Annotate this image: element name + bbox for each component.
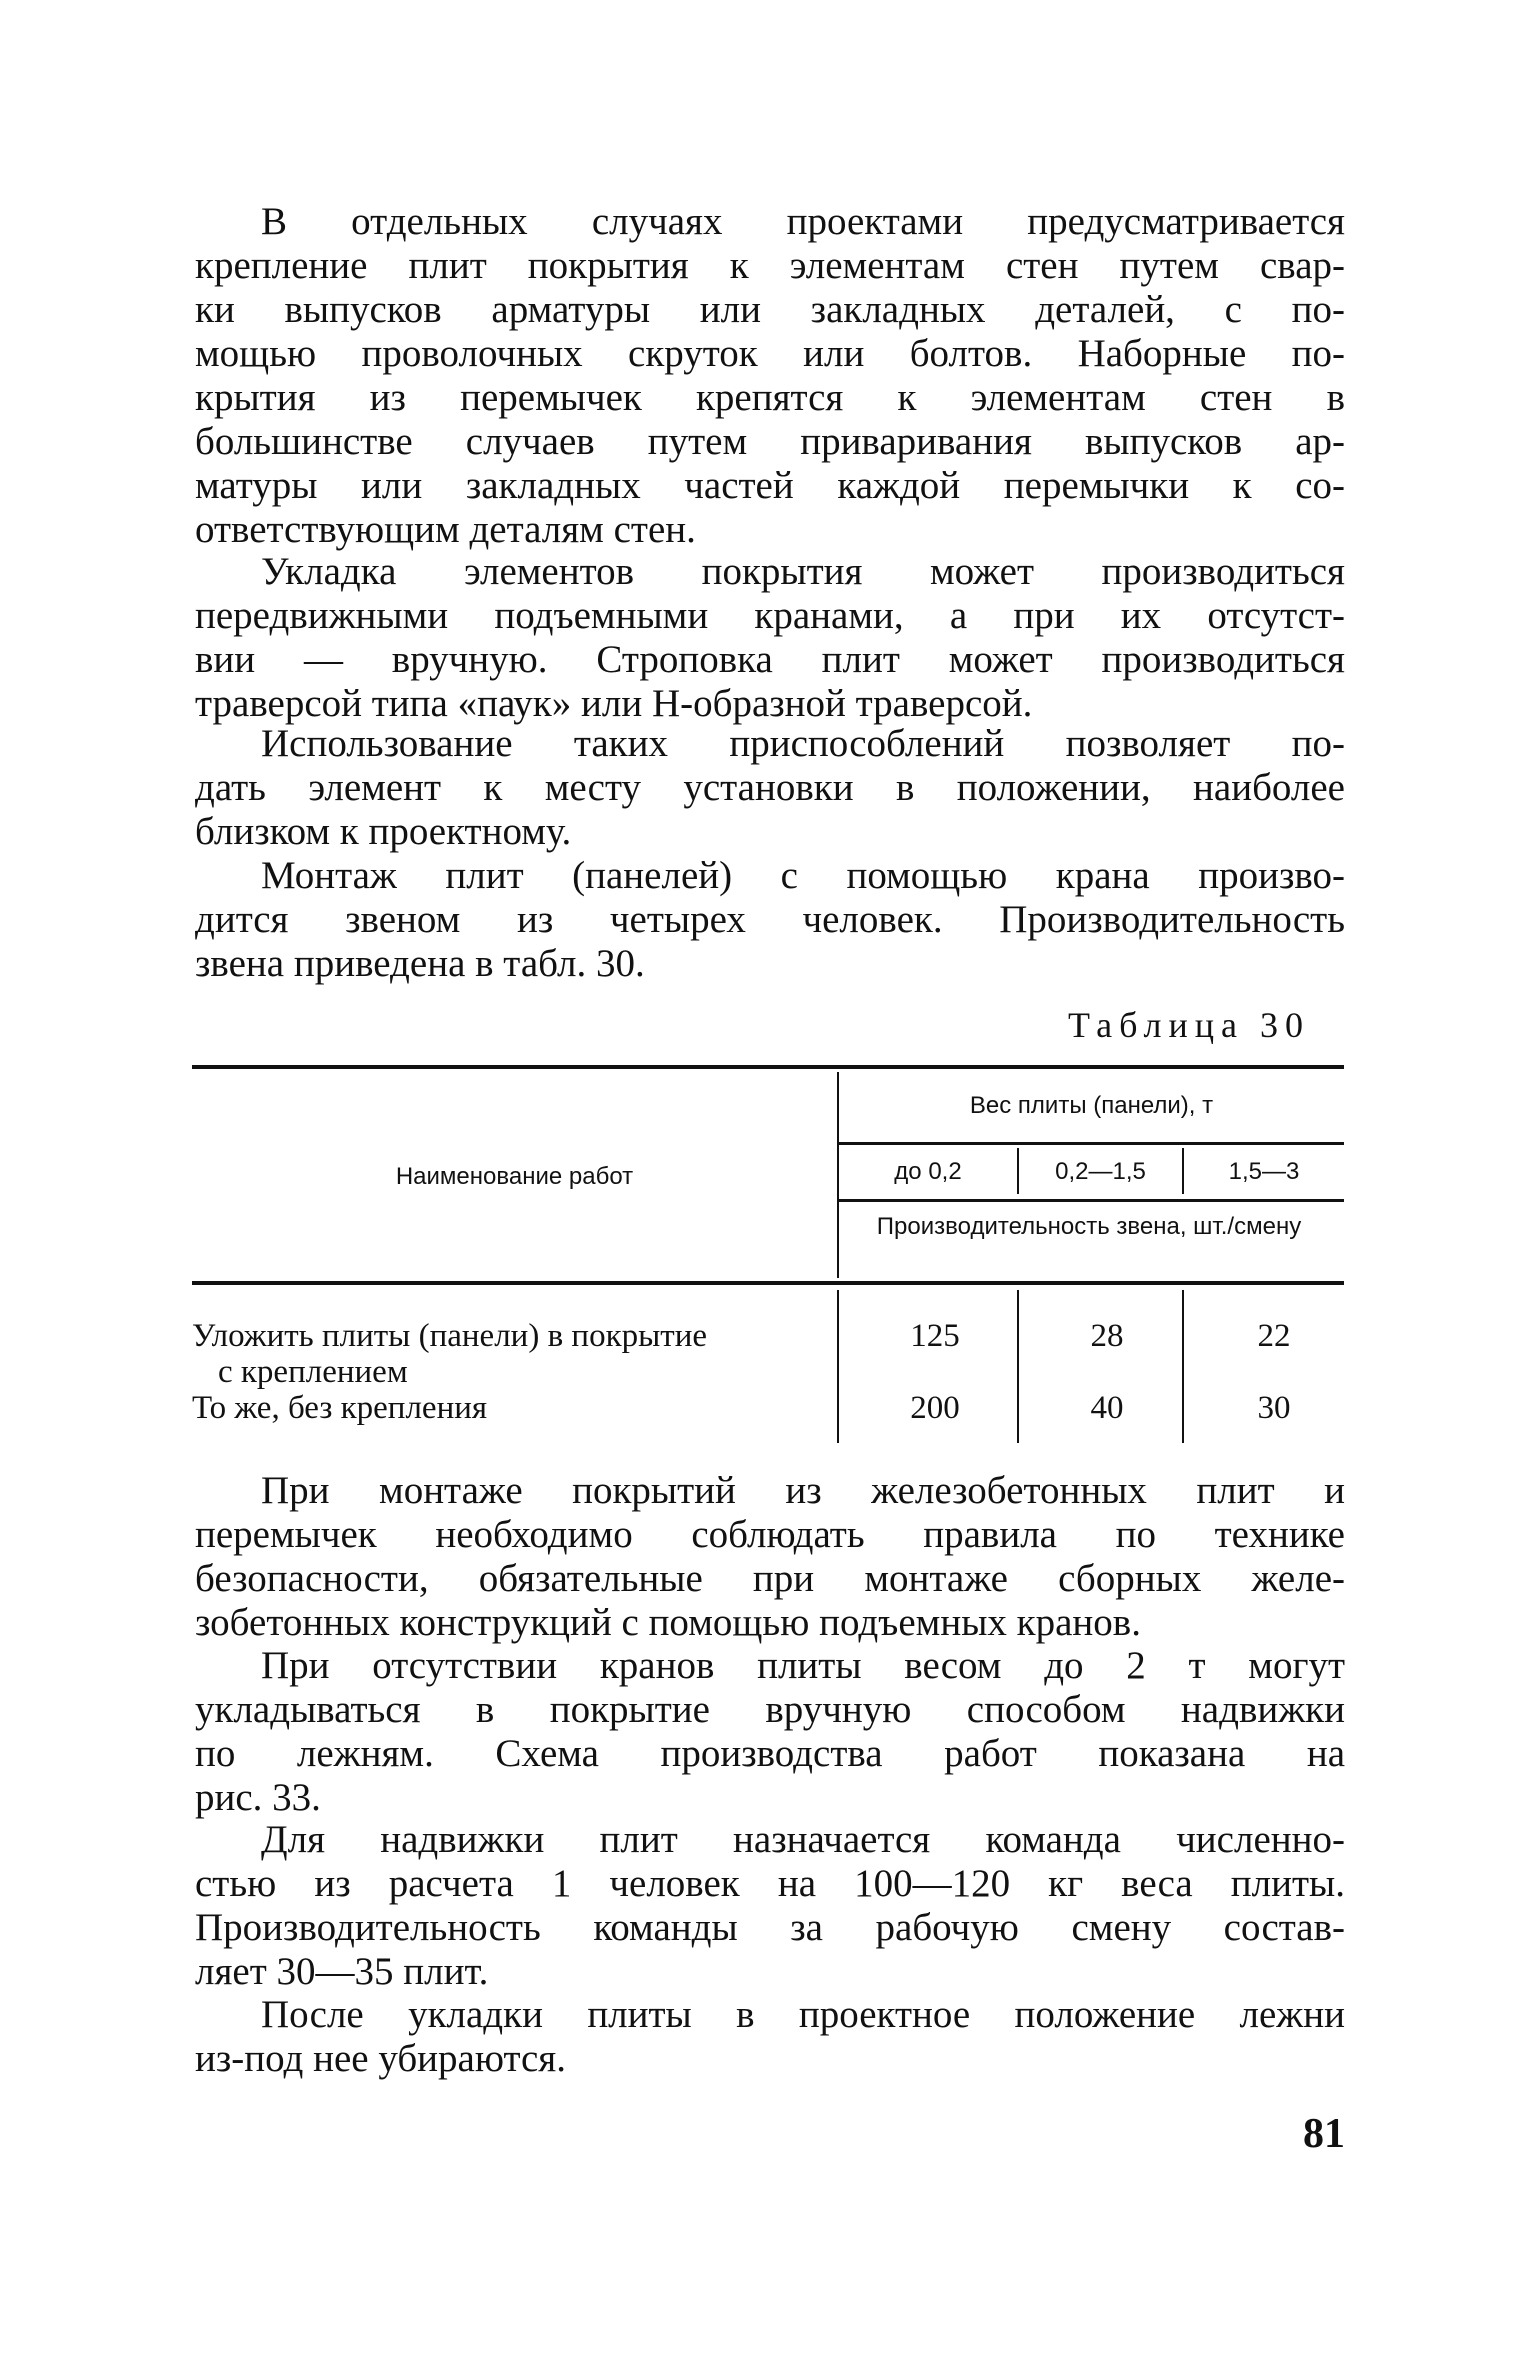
paragraph — [195, 1469, 1345, 1645]
column-divider — [1017, 1290, 1019, 1443]
row-name: Уложить плиты (панели) в покрытие — [192, 1318, 707, 1354]
page-number: 81 — [1303, 2111, 1345, 2157]
header-rule — [837, 1199, 1344, 1202]
paragraph — [195, 1818, 1345, 1994]
header-weight-col: до 0,2 — [894, 1158, 962, 1185]
text-line: рис. 33. — [195, 1776, 321, 1819]
text-line: дать элемент к месту установки в положении, наиболее — [195, 766, 1345, 809]
text-line: Для надвижки плит назначается команда численно- — [261, 1818, 1345, 1861]
row-name-cont: с креплением — [218, 1354, 408, 1390]
text-line: из-под нее убираются. — [195, 2037, 566, 2080]
header-unit: Производительность звена, шт./смену — [876, 1213, 1302, 1240]
text-line: перемычек необходимо соблюдать правила по технике — [195, 1513, 1345, 1556]
header-rule — [837, 1142, 1344, 1145]
text-line: Укладка элементов покрытия может производиться — [261, 550, 1345, 593]
row-value: 200 — [910, 1390, 960, 1426]
text-line: звена приведена в табл. 30. — [195, 942, 645, 985]
text-line: После укладки плиты в проектное положение лежни — [261, 1993, 1345, 2036]
text-line: дится звеном из четырех человек. Производительность — [195, 898, 1345, 941]
row-value: 22 — [1257, 1318, 1291, 1354]
text-line: При монтаже покрытий из железобетонных плит и — [261, 1469, 1345, 1512]
text-line: по лежням. Схема производства работ показана на — [195, 1732, 1345, 1775]
row-value: 28 — [1090, 1318, 1124, 1354]
paragraph — [195, 722, 1345, 854]
text-line: В отдельных случаях проектами предусматривается — [261, 200, 1345, 243]
row-value: 125 — [910, 1318, 960, 1354]
text-line: зобетонных конструкций с помощью подъемных кранов. — [195, 1601, 1141, 1644]
row-value: 30 — [1257, 1390, 1291, 1426]
header-bottom-rule — [192, 1281, 1344, 1285]
table-top-rule — [192, 1065, 1344, 1069]
text-line: вии — вручную. Строповка плит может производиться — [195, 638, 1345, 681]
text-line: матуры или закладных частей каждой перемычки к со- — [195, 464, 1345, 507]
text-line: укладываться в покрытие вручную способом надвижки — [195, 1688, 1345, 1731]
table-caption: Таблица 30 — [1068, 1005, 1310, 1045]
text-line: Использование таких приспособлений позволяет по- — [261, 722, 1345, 765]
text-line: Монтаж плит (панелей) с помощью крана произво- — [261, 854, 1345, 897]
text-line: безопасности, обязательные при монтаже сборных желе- — [195, 1557, 1345, 1600]
text-line: мощью проволочных скруток или болтов. Наборные по- — [195, 332, 1345, 375]
text-line: крытия из перемычек крепятся к элементам стен в — [195, 376, 1345, 419]
row-value: 40 — [1090, 1390, 1124, 1426]
paragraph — [195, 1993, 1345, 2081]
paragraph — [195, 854, 1345, 986]
text-line: близком к проектному. — [195, 810, 572, 853]
column-divider — [837, 1290, 839, 1443]
text-line: ляет 30—35 плит. — [195, 1950, 489, 1993]
text-line: передвижными подъемными кранами, а при их отсутст- — [195, 594, 1345, 637]
text-line: При отсутствии кранов плиты весом до 2 т могут — [261, 1644, 1345, 1687]
header-weight-col: 1,5—3 — [1228, 1158, 1300, 1185]
text-line: стью из расчета 1 человек на 100—120 кг веса плиты. — [195, 1862, 1345, 1905]
paragraph — [195, 550, 1345, 726]
text-line: Производительность команды за рабочую смену состав- — [195, 1906, 1345, 1949]
text-line: большинстве случаев путем приваривания выпусков ар- — [195, 420, 1345, 463]
paragraph — [195, 200, 1345, 552]
header-weight: Вес плиты (панели), т — [969, 1092, 1214, 1119]
text-line: ответствующим деталям стен. — [195, 508, 696, 551]
row-name: То же, без крепления — [192, 1390, 488, 1426]
text-line: траверсой типа «паук» или Н-образной траверсой. — [195, 682, 1033, 725]
paragraph — [195, 1644, 1345, 1820]
header-weight-col: 0,2—1,5 — [1055, 1158, 1146, 1185]
text-line: ки выпусков арматуры или закладных деталей, с по- — [195, 288, 1345, 331]
header-work-name: Наименование работ — [395, 1163, 634, 1190]
text-line: крепление плит покрытия к элементам стен путем свар- — [195, 244, 1345, 287]
